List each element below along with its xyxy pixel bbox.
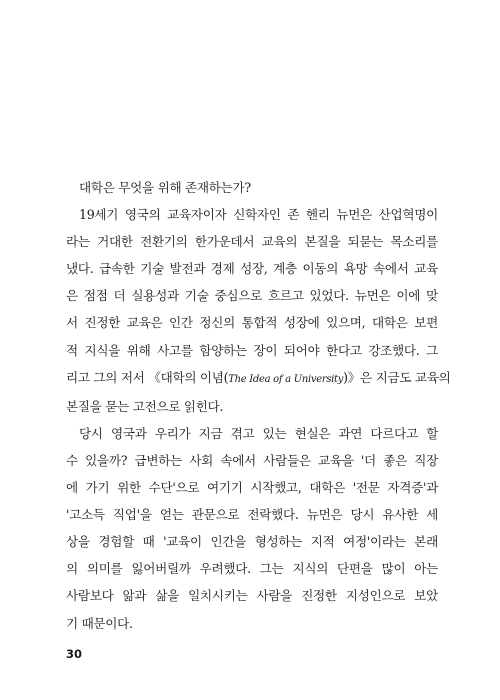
text-line: 본질을 묻는 고전으로 읽힌다. — [66, 398, 224, 414]
text-line: 당시 영국과 우리가 지금 겪고 있는 현실은 과연 다르다고 할 — [79, 425, 438, 441]
text-line: 수 있을까? 급변하는 사회 속에서 사람들은 교육을 '더 좋은 직장 — [66, 452, 438, 468]
text-line: 적 지식을 위해 사고를 함양하는 장이 되어야 한다고 강조했다. 그 — [66, 342, 438, 358]
heading-question — [66, 174, 438, 201]
text-line: 사람보다 앎과 삶을 일치시키는 사람을 진정한 지성인으로 보았 — [66, 588, 438, 604]
text-line: 라는 거대한 전환기의 한가운데서 교육의 본질을 되묻는 목소리를 — [66, 234, 438, 250]
text-line: 19세기 영국의 교육자이자 신학자인 존 헨리 뉴먼은 산업혁명이 — [79, 207, 438, 223]
paragraph-newman — [66, 201, 451, 420]
text-line-with-title — [66, 364, 451, 393]
text-line: 기 때문이다. — [66, 615, 133, 631]
text-line: 서 진정한 교육은 인간 정신의 통합적 성장에 있으며, 대학은 보편 — [66, 315, 438, 331]
paragraph-today — [66, 420, 438, 637]
body-text — [66, 174, 451, 637]
text-line: 은 점점 더 실용성과 기술 중심으로 흐르고 있었다. 뉴먼은 이에 맞 — [66, 288, 438, 304]
text-line: 상을 경험할 때 '교육이 인간을 형성하는 지적 여정'이라는 본래 — [66, 534, 438, 550]
text-line: 의 의미를 잃어버릴까 우려했다. 그는 지식의 단편을 많이 아는 — [66, 561, 438, 577]
text-line: 에 가기 위한 수단'으로 여기기 시작했고, 대학은 '전문 자격증'과 — [66, 480, 438, 496]
book-title-italic: The Idea of a University — [228, 373, 344, 385]
page-number: 30 — [66, 647, 83, 661]
text-fragment: 리고 그의 저서 《대학의 이념( — [66, 369, 229, 385]
text-line: 대학은 무엇을 위해 존재하는가? — [79, 180, 251, 195]
text-line: 냈다. 급속한 기술 발전과 경제 성장, 계층 이동의 욕망 속에서 교육 — [66, 261, 438, 277]
text-line: '고소득 직업'을 얻는 관문으로 전락했다. 뉴먼은 당시 유사한 세 — [66, 507, 438, 523]
text-fragment: )》은 지금도 교육의 — [343, 369, 451, 385]
